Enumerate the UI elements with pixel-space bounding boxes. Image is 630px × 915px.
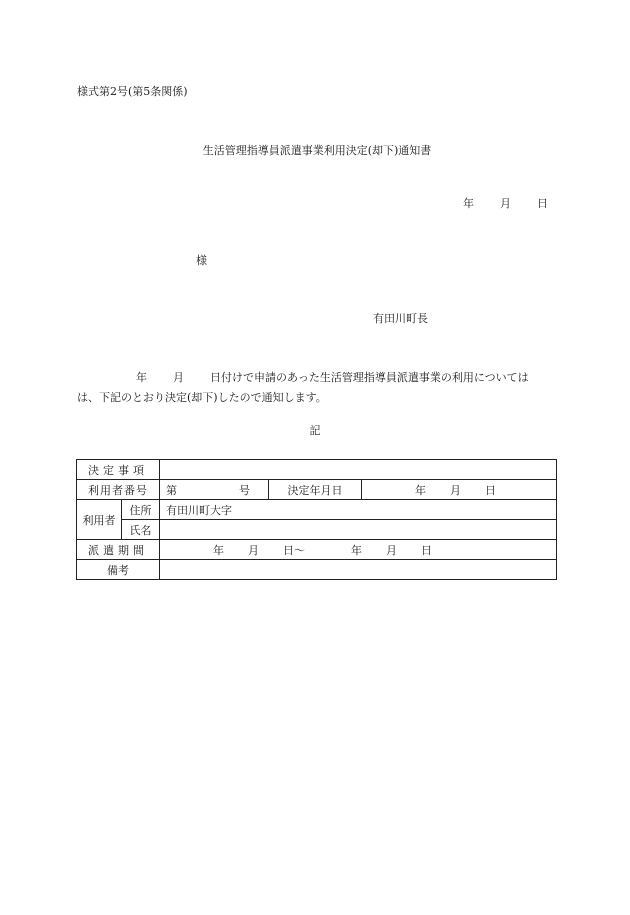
number-suffix: 号	[239, 483, 250, 497]
decision-date-day: 日	[485, 483, 496, 497]
period-tilde: 〜	[294, 543, 305, 557]
decision-date-year: 年	[415, 483, 426, 497]
notice-body-line2: は、下記のとおり決定(却下)したので通知します。	[77, 391, 327, 404]
decision-label: 決定事項	[77, 460, 160, 480]
period-end-day: 日	[421, 543, 432, 557]
sender-name: 有田川町長	[373, 312, 428, 325]
name-label: 氏名	[122, 520, 160, 540]
user-name-row	[77, 520, 557, 540]
user-label: 利用者	[77, 500, 122, 540]
body-line1-rest: 日付けで申請のあった生活管理指導員派遣事業の利用については	[210, 371, 529, 384]
issue-date-year: 年	[463, 197, 474, 210]
period-start-day: 日	[283, 543, 294, 557]
remarks-value[interactable]	[160, 560, 557, 580]
decision-date-month: 月	[450, 483, 461, 497]
user-address-row	[77, 500, 557, 520]
period-start-month: 月	[248, 543, 259, 557]
notice-table	[76, 459, 557, 580]
addressee-suffix: 様	[196, 254, 207, 267]
decision-row	[77, 460, 557, 480]
user-number-label: 利用者番号	[77, 480, 160, 500]
decision-value[interactable]	[160, 460, 557, 480]
number-prefix: 第	[166, 483, 177, 497]
decision-date-value[interactable]	[362, 480, 557, 500]
period-value[interactable]	[160, 540, 557, 560]
period-label: 派遣期間	[77, 540, 160, 560]
body-year: 年	[136, 371, 147, 384]
body-month: 月	[173, 371, 184, 384]
notice-body	[77, 368, 555, 408]
issue-date-day: 日	[537, 197, 548, 210]
address-label: 住所	[122, 500, 160, 520]
period-end-month: 月	[386, 543, 397, 557]
period-row	[77, 540, 557, 560]
period-end-year: 年	[351, 543, 362, 557]
ki-heading: 記	[309, 424, 321, 437]
user-number-row	[77, 480, 557, 500]
notice-body-line1	[77, 368, 555, 388]
period-start-year: 年	[213, 543, 224, 557]
issue-date	[463, 198, 548, 209]
decision-date-label: 決定年月日	[269, 480, 362, 500]
user-number-value[interactable]	[160, 480, 269, 500]
remarks-label: 備考	[77, 560, 160, 580]
remarks-row	[77, 560, 557, 580]
issue-date-month: 月	[500, 197, 511, 210]
document-title: 生活管理指導員派遣事業利用決定(却下)通知書	[202, 144, 432, 157]
address-value[interactable]: 有田川町大字	[160, 500, 557, 520]
form-number: 様式第2号(第5条関係)	[77, 85, 188, 98]
name-value[interactable]	[160, 520, 557, 540]
